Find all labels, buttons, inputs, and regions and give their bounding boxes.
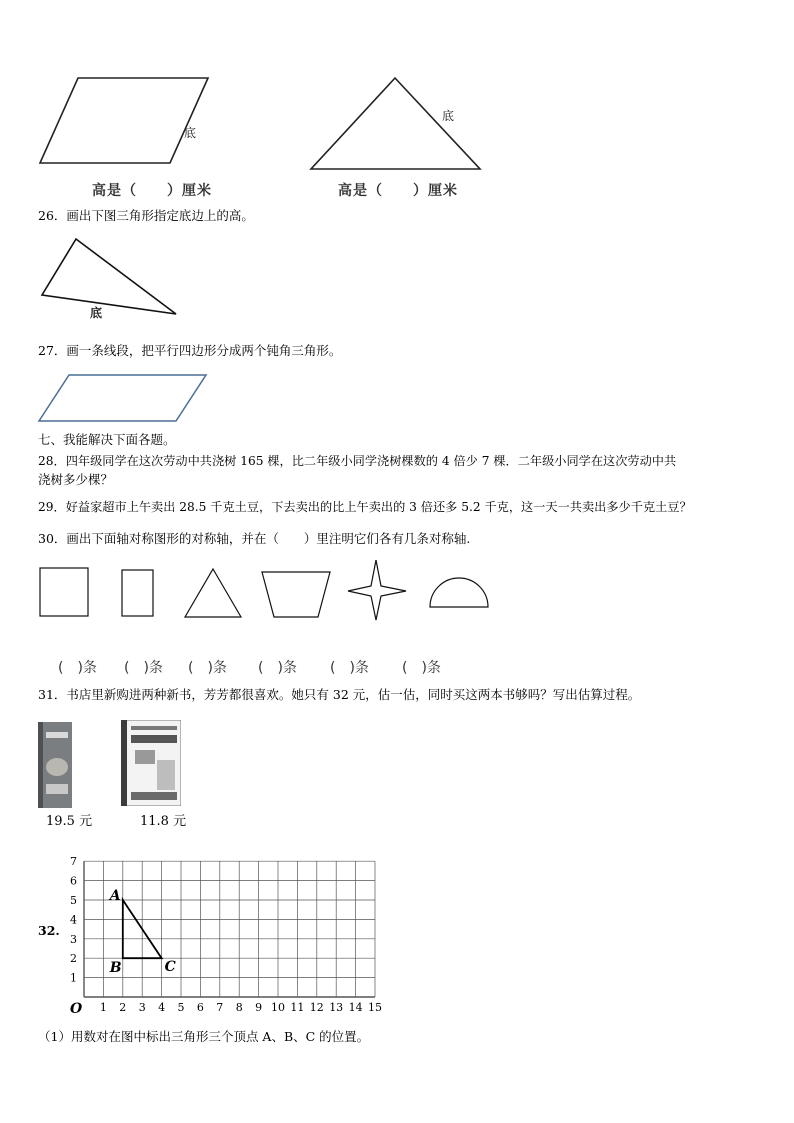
q26-base-label: 底 [90,306,103,320]
x-tick-label: 9 [255,1001,263,1014]
x-tick-label: 1 [99,1001,107,1014]
x-tick-label: 10 [271,1001,285,1014]
y-tick-label: 1 [70,971,77,985]
q27-parallelogram-figure [36,372,211,424]
q30-blank-3: ( )条 [188,660,227,676]
vertex-label-c: C [164,959,176,976]
section-7-heading: 七、我能解决下面各题。 [38,432,176,447]
book-1-price: 19.5 元 [46,814,93,829]
x-tick-label: 14 [348,1001,363,1014]
y-tick-label: 4 [70,913,77,927]
x-tick-label: 12 [309,1001,324,1014]
book-2-cover-art [121,720,181,806]
q30-blank-4: ( )条 [258,660,297,676]
book-1-cover-art [38,722,72,808]
semicircle-shape [430,578,488,607]
triangle-figure [305,70,490,175]
height-caption-right: 高是（ ）厘米 [338,183,458,199]
question-32-label: 32. [38,923,60,938]
y-tick-label: 6 [70,874,77,888]
question-29: 29．好益家超市上午卖出 28.5 千克土豆，下去卖出的比上午卖出的 3 倍还多 5.2 千克，这一天一共卖出多少千克土豆？ [38,500,692,514]
triangle-base-label: 底 [442,109,455,123]
q30-blank-1: ( )条 [58,660,97,676]
q27-parallelogram-shape [39,375,206,421]
q26-triangle-shape [42,239,176,314]
y-tick-label: 2 [70,952,77,966]
triangle-shape [311,78,480,169]
four-point-star-shape [348,560,406,620]
x-tick-label: 15 [368,1001,382,1014]
parallelogram-figure [30,70,220,170]
x-tick-label: 13 [329,1001,344,1014]
question-27: 27．画一条线段，把平行四边形分成两个钝角三角形。 [38,343,342,358]
q30-blank-2: ( )条 [124,660,163,676]
equilateral-triangle-shape [185,569,241,617]
q30-shapes [36,560,506,625]
book-2-price: 11.8 元 [140,814,187,829]
parallelogram-shape [40,78,208,163]
question-28-line2: 浇树多少棵？ [38,472,114,487]
question-32-sub1: （1）用数对在图中标出三角形三个顶点 A、B、C 的位置。 [38,1029,370,1044]
x-tick-label: 11 [290,1001,305,1014]
parallelogram-base-label: 底 [184,126,197,140]
q30-blank-6: ( )条 [402,660,441,676]
x-tick-label: 5 [177,1001,185,1014]
q30-blank-5: ( )条 [330,660,369,676]
square-shape [40,568,88,616]
isosceles-trapezoid-shape [262,572,330,617]
x-tick-label: 3 [138,1001,146,1014]
vertex-label-a: A [109,888,121,904]
y-tick-label: 3 [70,932,77,946]
question-30: 30．画出下面轴对称图形的对称轴，并在（ ）里注明它们各有几条对称轴. [38,531,471,546]
question-28-line1: 28．四年级同学在这次劳动中共浇树 165 棵，比二年级小同学浇树棵数的 4 倍少 7 棵．二年级小同学在这次劳动中共 [38,454,677,468]
x-tick-label: 7 [216,1001,224,1014]
question-26: 26．画出下图三角形指定底边上的高。 [38,208,254,223]
origin-label: O [70,1001,83,1015]
x-tick-label: 4 [158,1001,166,1014]
y-tick-label: 5 [70,894,77,907]
x-tick-label: 8 [235,1001,243,1014]
question-31: 31．书店里新购进两种新书，芳芳都很喜欢。她只有 32 元，估一估，同时买这两本书够吗？写出估算过程。 [38,687,641,702]
x-tick-label: 6 [196,1001,204,1014]
height-caption-left: 高是（ ）厘米 [92,183,212,199]
y-tick-label: 7 [70,855,77,869]
q26-triangle-figure [36,234,186,319]
rectangle-shape [122,570,153,616]
x-tick-label: 2 [119,1001,127,1014]
vertex-label-b: B [109,960,122,977]
coordinate-grid [60,845,400,1015]
